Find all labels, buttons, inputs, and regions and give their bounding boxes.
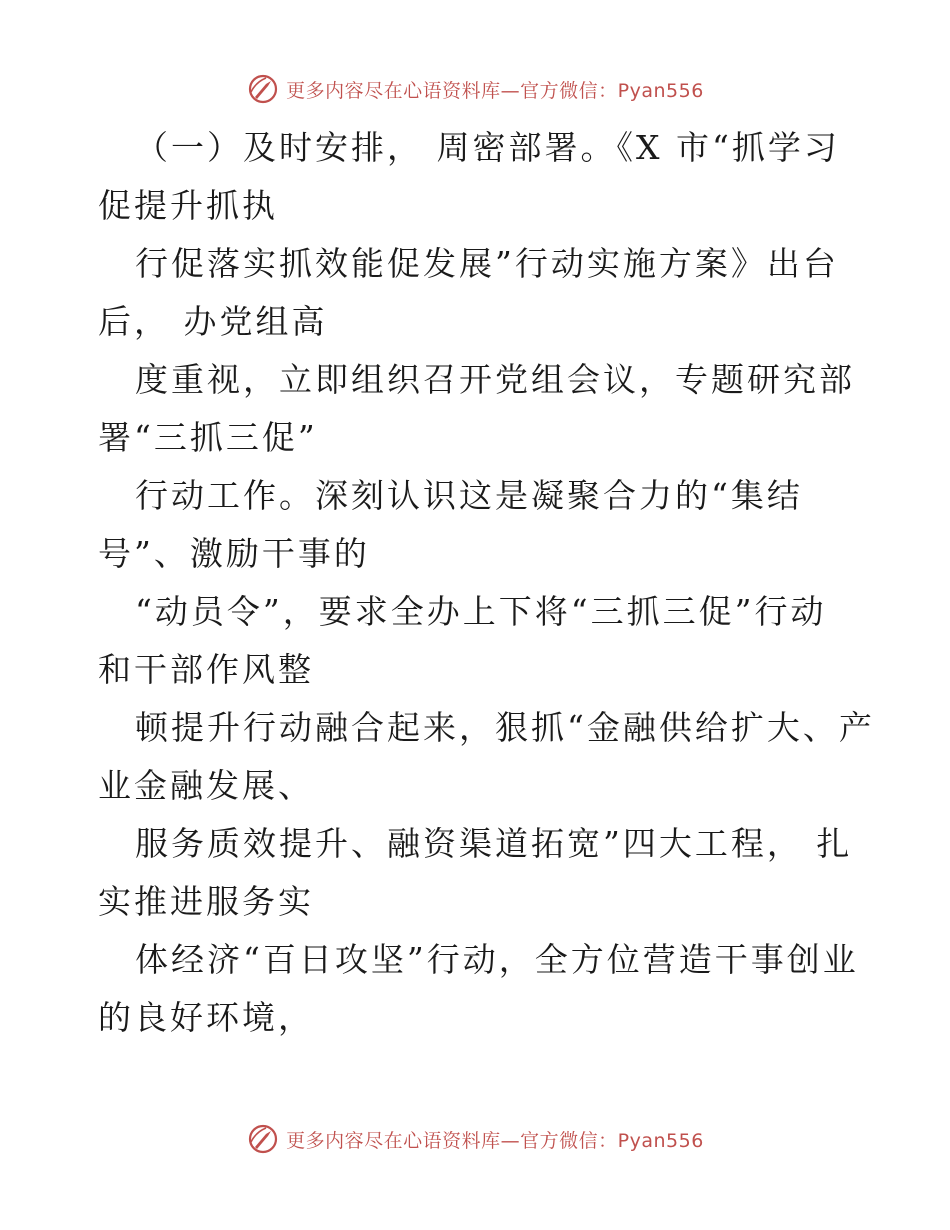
text-line-4: 后， 办党组高: [98, 302, 328, 341]
pen-nib-logo-icon: [246, 1122, 280, 1156]
text-line-7: 行动工作。深刻认识这是凝聚合力的“集结: [135, 476, 803, 515]
pen-nib-logo-icon: [246, 72, 280, 106]
text-line-9: “动员令”，要求全办上下将“三抓三促”行动: [135, 592, 827, 631]
footer-watermark: [0, 1122, 950, 1156]
text-line-15: 体经济“百日攻坚”行动，全方位营造干事创业: [135, 940, 859, 979]
text-line-5: 度重视，立即组织召开党组会议，专题研究部: [135, 360, 855, 399]
text-line-13: 服务质效提升、融资渠道拓宽”四大工程， 扎: [135, 824, 853, 863]
text-line-8: 号”、激励干事的: [98, 534, 370, 573]
header-watermark: [0, 72, 950, 106]
watermark-text: 更多内容尽在心语资料库—官方微信：Pyan556: [286, 1129, 704, 1152]
watermark-text: 更多内容尽在心语资料库—官方微信：Pyan556: [286, 79, 704, 102]
text-line-11: 顿提升行动融合起来，狠抓“金融供给扩大、产: [135, 708, 875, 747]
text-line-2: 促提升抓执: [98, 186, 278, 225]
text-line-14: 实推进服务实: [98, 882, 314, 921]
text-line-6: 署“三抓三促”: [98, 418, 318, 457]
text-line-16: 的良好环境，: [98, 998, 314, 1037]
text-line-12: 业金融发展、: [98, 766, 314, 805]
text-line-3: 行促落实抓效能促发展”行动实施方案》出台: [135, 244, 839, 283]
text-line-1: （一）及时安排， 周密部署。《X 市“抓学习: [135, 128, 840, 167]
text-line-10: 和干部作风整: [98, 650, 314, 689]
